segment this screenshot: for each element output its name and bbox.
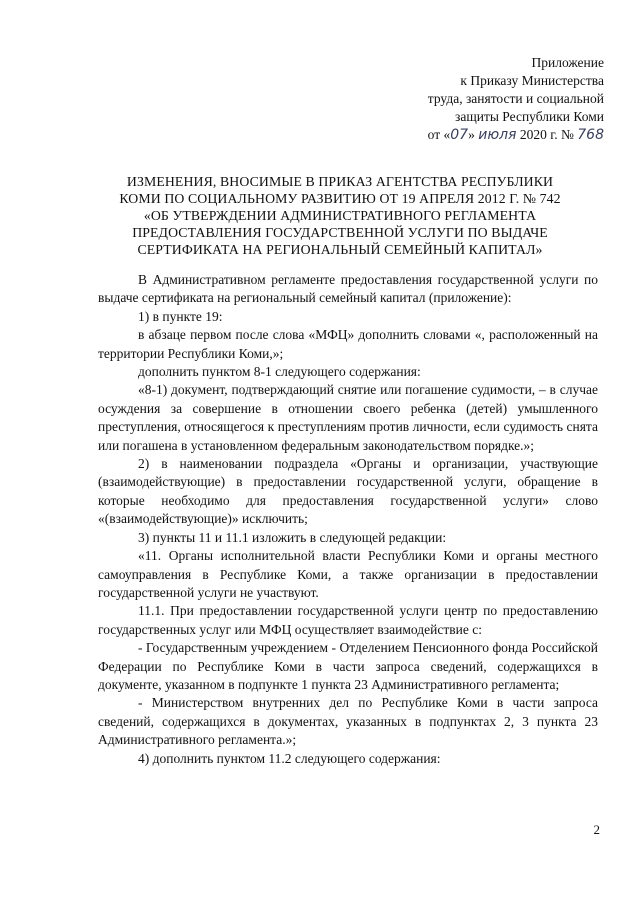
document-title <box>100 173 580 258</box>
page-number: 2 <box>593 822 600 837</box>
paragraph-12: 4) дополнить пунктом 11.2 следующего содержания: <box>138 750 441 766</box>
paragraph-9: 11.1. При предоставлении государственной услуги центр по предоставлению государственных услуг или МФЦ осуществляет взаимодействие с: <box>98 603 598 637</box>
paragraph-2: 1) в пункте 19: <box>138 308 223 324</box>
order-mid: » <box>468 127 479 142</box>
appendix-header <box>428 54 604 144</box>
paragraph-7: 3) пункты 11 и 11.1 изложить в следующей редакции: <box>138 529 447 545</box>
appendix-line-4: защиты Республики Коми <box>455 109 604 124</box>
appendix-line-1: Приложение <box>531 55 604 70</box>
appendix-line-2: к Приказу Министерства <box>460 73 604 88</box>
paragraph-8: «11. Органы исполнительной власти Республики Коми и органы местного самоуправления в Республике Коми, а также организации в предоставлении государственной услуги не участвуют. <box>98 548 598 600</box>
order-prefix: от « <box>427 127 451 142</box>
title-line-3: «ОБ УТВЕРЖДЕНИИ АДМИНИСТРАТИВНОГО РЕГЛАМЕНТА <box>143 208 537 223</box>
paragraph-5: «8-1) документ, подтверждающий снятие или погашение судимости, – в случае осуждения за совершение в отношении своего ребенка (детей) умышленного преступления, относящегося к преступлениям против личности, если судимость снята или погашена в установленном федеральным законодательством порядке.»; <box>98 382 598 453</box>
title-line-4: ПРЕДОСТАВЛЕНИЯ ГОСУДАРСТВЕННОЙ УСЛУГИ ПО ВЫДАЧЕ <box>132 225 548 240</box>
appendix-line-3: труда, занятости и социальной <box>427 91 604 106</box>
order-number-handwritten: 768 <box>577 127 604 143</box>
paragraph-3: в абзаце первом после слова «МФЦ» дополнить словами «, расположенный на территории Республики Коми,»; <box>98 327 598 361</box>
order-date-number <box>428 126 604 144</box>
paragraph-4: дополнить пунктом 8-1 следующего содержания: <box>138 364 421 380</box>
title-line-2: КОМИ ПО СОЦИАЛЬНОМУ РАЗВИТИЮ ОТ 19 АПРЕЛЯ 2012 Г. № 742 <box>119 191 561 206</box>
order-year: 2020 г. № <box>516 127 578 142</box>
order-day-handwritten: 07 <box>450 127 469 143</box>
title-line-1: ИЗМЕНЕНИЯ, ВНОСИМЫЕ В ПРИКАЗ АГЕНТСТВА РЕСПУБЛИКИ <box>126 174 554 189</box>
order-month-handwritten: июля <box>478 127 517 143</box>
document-body <box>98 271 598 768</box>
title-line-5: СЕРТИФИКАТА НА РЕГИОНАЛЬНЫЙ СЕМЕЙНЫЙ КАПИТАЛ» <box>137 242 543 257</box>
paragraph-1: В Административном регламенте предоставления государственной услуги по выдаче сертификата на региональный семейный капитал (приложение): <box>98 272 598 306</box>
paragraph-6: 2) в наименовании подраздела «Органы и организации, участвующие (взаимодействующие) в предоставлении государственной услуги, обращение в которые необходимо для предоставления государственной услуги» слово «(взаимодействующие)» исключить; <box>98 456 598 527</box>
paragraph-11: - Министерством внутренних дел по Республике Коми в части запроса сведений, содержащихся в документах, указанных в подпунктах 2, 3 пункта 23 Административного регламента.»; <box>98 695 598 748</box>
paragraph-10: - Государственным учреждением - Отделением Пенсионного фонда Российской Федерации по Республике Коми в части запроса сведений, содержащихся в документе, указанном в подпункте 1 пункта 23 Административного регламента; <box>98 640 598 692</box>
